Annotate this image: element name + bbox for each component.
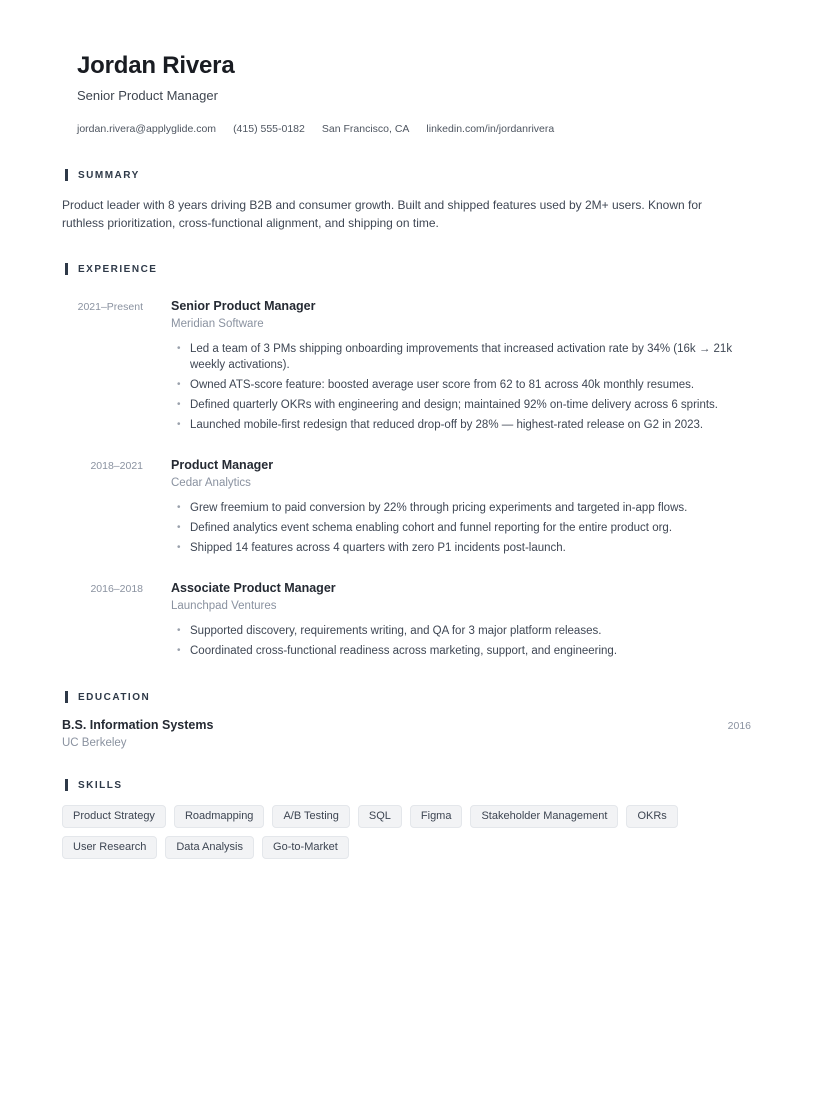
- education-degree: B.S. Information Systems: [62, 718, 214, 733]
- resume-header: [77, 53, 751, 135]
- contact-phone: (415) 555-0182: [233, 123, 305, 136]
- skills-section: [62, 779, 751, 859]
- skill-pill: Go-to-Market: [262, 836, 349, 859]
- skill-pill: Roadmapping: [174, 805, 265, 828]
- job-company: Cedar Analytics: [171, 477, 251, 490]
- job-title: Product Manager: [171, 458, 274, 473]
- section-title: SKILLS: [78, 779, 123, 791]
- experience-section: [62, 263, 751, 659]
- skill-pill: SQL: [358, 805, 402, 828]
- job-entry: [62, 458, 751, 556]
- job-bullet-list: [171, 623, 738, 659]
- section-title: EXPERIENCE: [78, 263, 158, 275]
- education-section-heading: [65, 691, 751, 703]
- contact-email: jordan.rivera@applyglide.com: [77, 123, 217, 136]
- summary-text: Product leader with 8 years driving B2B and consumer growth. Built and shipped features used by 2M+ users. Known for ruthless prioritization, cross-functional alignment, and shipping on time.: [62, 198, 703, 231]
- education-section: [62, 691, 751, 749]
- summary-section: [62, 169, 751, 232]
- job-company: Launchpad Ventures: [171, 600, 277, 613]
- education-school: UC Berkeley: [62, 737, 127, 750]
- contact-linkedin: linkedin.com/in/jordanrivera: [426, 123, 555, 136]
- job-dates: 2021–Present: [77, 301, 143, 314]
- job-entry: [62, 581, 751, 659]
- job-bullet: • Supported discovery, requirements writing, and QA for 3 major platform releases.: [177, 623, 738, 639]
- job-bullet-list: [171, 341, 738, 433]
- experience-section-heading: [65, 263, 751, 275]
- skill-pill: Data Analysis: [165, 836, 254, 859]
- candidate-name: Jordan Rivera: [77, 52, 235, 79]
- job-bullet: • Shipped 14 features across 4 quarters with zero P1 incidents post-launch.: [177, 540, 738, 556]
- job-bullet: • Owned ATS-score feature: boosted average user score from 62 to 81 across 40k monthly resumes.: [177, 377, 738, 393]
- job-bullet: • Defined quarterly OKRs with engineering and design; maintained 92% on-time delivery across 6 sprints.: [177, 397, 738, 413]
- job-details: [171, 581, 751, 659]
- job-dates: 2018–2021: [90, 460, 143, 473]
- skill-pill: OKRs: [626, 805, 677, 828]
- skill-pill: Figma: [410, 805, 463, 828]
- skill-pill: User Research: [62, 836, 157, 859]
- job-title: Senior Product Manager: [171, 299, 316, 314]
- section-accent-bar: [65, 691, 68, 703]
- contact-row: [77, 123, 751, 135]
- job-details: [171, 458, 751, 556]
- job-list: [62, 299, 751, 659]
- education-year: 2016: [727, 720, 751, 733]
- job-bullet: • Launched mobile-first redesign that reduced drop-off by 28% — highest-rated release on G2 in 2023.: [177, 417, 738, 433]
- job-dates: 2016–2018: [90, 583, 143, 596]
- section-accent-bar: [65, 779, 68, 791]
- job-details: [171, 299, 751, 433]
- skill-pill: Stakeholder Management: [470, 805, 618, 828]
- contact-location: San Francisco, CA: [321, 123, 410, 136]
- summary-section-heading: [65, 169, 751, 181]
- skill-pill: Product Strategy: [62, 805, 166, 828]
- skill-pill-list: [62, 805, 751, 859]
- section-accent-bar: [65, 169, 68, 181]
- candidate-job-title: Senior Product Manager: [77, 88, 218, 104]
- job-title: Associate Product Manager: [171, 581, 336, 596]
- education-entry: [62, 718, 751, 732]
- section-title: EDUCATION: [78, 691, 151, 703]
- job-bullet: • Coordinated cross-functional readiness across marketing, support, and engineering.: [177, 643, 738, 659]
- job-bullet-list: [171, 500, 738, 556]
- section-title: SUMMARY: [78, 169, 140, 181]
- job-bullet: • Defined analytics event schema enabling cohort and funnel reporting for the entire product org.: [177, 520, 738, 536]
- section-accent-bar: [65, 263, 68, 275]
- job-company: Meridian Software: [171, 318, 264, 331]
- job-bullet: • Led a team of 3 PMs shipping onboarding improvements that increased activation rate by 34% (16k → 21k weekly activations).: [177, 341, 738, 373]
- job-entry: [62, 299, 751, 433]
- skill-pill: A/B Testing: [272, 805, 349, 828]
- skills-section-heading: [65, 779, 751, 791]
- job-bullet: • Grew freemium to paid conversion by 22% through pricing experiments and targeted in-app flows.: [177, 500, 738, 516]
